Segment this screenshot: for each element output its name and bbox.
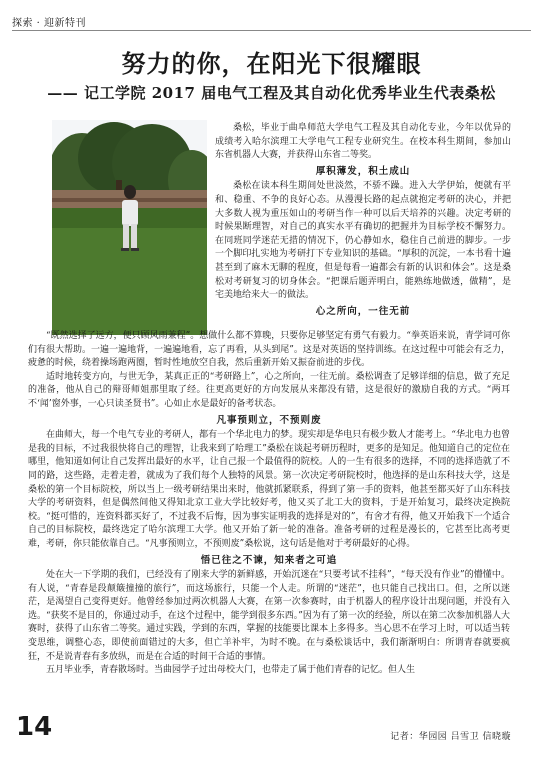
- section-heading: 凡事预则立，不预则废: [216, 414, 322, 426]
- section-heading: 心之所向，一往无前: [315, 305, 411, 317]
- student-photo: [52, 120, 207, 335]
- body-text: [28, 330, 510, 678]
- section-heading: 厚积薄发，积土成山: [315, 165, 411, 177]
- body-paragraph: 五月毕业季，青春散场时。当曲园学子过出母校大门，也带走了属于他们青春的记忆。但人生: [46, 665, 416, 676]
- section-header: 探索 · 迎新特刊: [12, 18, 87, 29]
- intro-column: [215, 122, 511, 320]
- body-paragraph: “既然选择了远方，便只顾风雨兼程”。想做什么都不算晚，只要你足够坚定有勇气有毅力。“拳英语来说，青学词可你们有很大帮助。一遍一遍地背，一遍遍地看，忘了再看，从头到尾”。这是对英语的坚持训练。在这过程中可能会有乏力，疲惫的时候，绕着操场跑两圈，暂时性地放空自我，然后重新开始又振奋前进的步伐。: [28, 331, 510, 369]
- intro-paragraph: 桑松，毕业于曲阜师范大学电气工程及其自动化专业，今年以优异的成绩考入哈尔滨理工大学电气工程专业研究生。在校本科生期间，参加山东省机器人大赛，并获得山东省二等奖。: [215, 123, 511, 161]
- body-paragraph: 适时地转变方向，与世无争，某真正正的“考研路上”，心之所向，一往无前。桑松调查了足够详细的信息，做了充足的准备，他从自己的辩哥师姐那里取了经。往更高更好的方向发展从来都没有错，这是很好的激励自我的方式。“两耳不‘闻’窗外事，一心只读圣贤书”。心如止水是最好的备考状态。: [28, 371, 510, 409]
- body-paragraph: 桑松在读本科生期间处世淡然，不骄不躁。进入大学伊始，便就有平和、稳重、不争的良好心态。从漫漫长路的起点就抱定考研的决心，并把大多数人视为重压如山的考研当作一种可以后天培养的兴趣。决定考研的时候果断理智，对自己的真实水平有确切的把握并为目标学校不懈努力。在同班同学迷茫无措的情况下，仍心静如水，稳住自己前进的脚步。一步一个脚印扎实地为考研打下专业知识的基础。“厚积的沉淀，一本书看十遍甚至到了麻木无聊的程度，但是每看一遍都会有新的认识和体会”。这是桑松对考研复习的切身体会。“把课后题弄明白，能熟练地做透，做精”，是宅美地给来大一的做法。: [215, 181, 511, 301]
- section-heading: 悟已往之不谏，知来者之可追: [200, 554, 338, 566]
- author-credit: 记者：华园园 吕雪卫 信晓璇: [390, 732, 511, 742]
- header-divider: [12, 30, 531, 31]
- body-paragraph: 处在大一下学期的我们，已经没有了刚来大学的新鲜感，开始沉迷在“只要考试不挂科”，“每天没有作业”的懵懂中。有人说，“青春是段颠簸撞撞的旅行”，而这场旅行，只能一个人走。所谓的“迷茫”，也只能自己找出口。但，之所以迷茫，是渴望自己变得更好。他曾经参加过两次机器人大赛，在第一次参赛时，由于机器人的程序设计出现问题，并没有入选。“获奖不是目的，你通过动手，在这个过程中，能学到很多东西。”因为有了第一次的经验，所以在第二次参加机器人大赛时，获得了山东省二等奖。通过实践，学到的东西，掌握的技能要比课本上多得多。当心思不在学习上时，可以适当转变思维，调整心态，即使前面错过的大多，但亡羊补牢，为时不晚。在与桑松谈话中，我们渐渐明白：所谓青春就要疯狂，不是说青春有多放纵，而是在合适的时间干合适的事情。: [28, 570, 510, 662]
- page-number: 14: [16, 712, 53, 742]
- body-paragraph: 在曲师大，每一个电气专业的考研人，都有一个华北电力的梦。现实却是华电只有极少数人才能考上。“华北电力也曾是我的目标，不过我很快将自己的理智，让我来到了哈理工”桑松在谈起考研历程时，更多的是知足。他知道自己的定位在哪里，他知道如何让自己发挥出最好的水平，让自己报一个最值得的院校。人的一生有很多的选择，不同的选择造就了不同的路，这些路，走着走着，就成为了我们每个人独特的风景。第一次决定考研院校时，他选择的是山东科技大学，这是桑松的第一个目标院校，所以当上一级考研结果出来时，他就抓紧联系，得到了第一手的资料，他甚至都买好了山东科技大学的考研资料，但是偶然间他又得知北京工业大学比较好考，他又买了北工大的资料，于是开始复习，最终决定换院校。“挺可惜的，连资料都买好了，不过我不后悔，因为事实证明我的选择是对的”，有舍才有得，他又开始我下一个适合自己的目标院校，最终选定了哈尔滨理工大学。他又开始了新一轮的准备。准备考研的过程是漫长的，它甚至比高考更难，考研，你只能依靠自己。“凡事预则立，不预则废”桑松说，这句话是他对于考研最好的心得。: [28, 430, 510, 549]
- article-title: 努力的你，在阳光下很耀眼: [121, 49, 422, 78]
- photo-illustration: [52, 120, 207, 335]
- article-subtitle: —— 记工学院 2017 届电气工程及其自动化优秀毕业生代表桑松: [47, 84, 496, 102]
